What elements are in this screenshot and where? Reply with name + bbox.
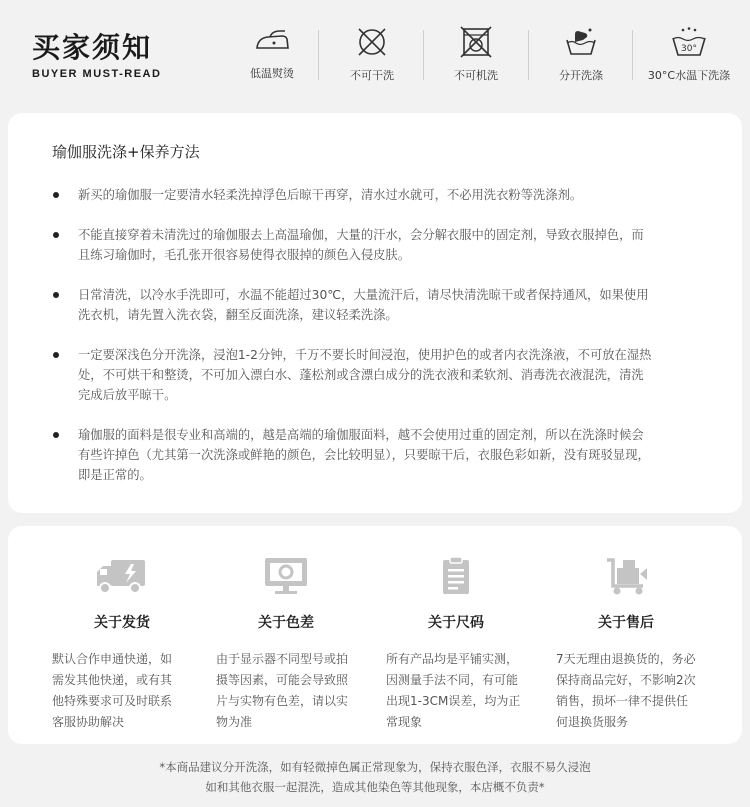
description-line: 由于显示器不同型号或拍 (216, 652, 349, 666)
description-line: 销售，损坏一律不提供任 (556, 694, 689, 708)
after-sales-cart-icon (599, 556, 653, 596)
service-title: 关于色差 (258, 615, 314, 631)
buyer-notice-header (0, 0, 750, 110)
iron-low-icon (252, 26, 292, 56)
divider (423, 30, 424, 80)
description-line: 所有产品均是平铺实测， (386, 652, 519, 666)
hand-wash-icon (563, 26, 599, 58)
bullet-dot (53, 292, 59, 298)
brand-block (32, 30, 161, 80)
list-item (52, 225, 704, 265)
wash-care-card (8, 113, 742, 513)
instruction-line: 且练习瑜伽时，毛孔张开很容易使得衣服掉的颜色入侵皮肤。 (78, 248, 411, 262)
care-label: 不可干洗 (350, 69, 394, 82)
instruction-line: 完成后放平晾干。 (78, 388, 177, 402)
service-description (52, 649, 192, 733)
list-item (52, 345, 704, 405)
care-label: 分开洗涤 (559, 69, 603, 82)
description-line: 出现1-3CM误差，均为正 (386, 694, 521, 708)
care-item-no-machine-wash (438, 24, 514, 86)
care-label: 低温熨烫 (250, 67, 294, 80)
instruction-line: 不能直接穿着未清洗过的瑜伽服去上高温瑜伽，大量的汗水，会分解衣服中的固定剂，导致衣服掉色，而 (78, 228, 644, 242)
instruction-line: 即是正常的。 (78, 468, 152, 482)
description-line: 片与实物有色差，请以实 (216, 694, 349, 708)
description-line: 摄等因素，可能会导致照 (216, 673, 349, 687)
monitor-icon (259, 556, 313, 596)
note-line: *本商品建议分开洗涤，如有轻微掉色属正常现象为，保持衣服色泽，衣服不易久浸泡 (159, 760, 591, 774)
service-title: 关于发货 (94, 615, 150, 631)
description-line: 客服协助解决 (52, 715, 125, 729)
care-item-iron (234, 24, 310, 86)
care-label: 不可机洗 (454, 69, 498, 82)
list-item (52, 185, 704, 205)
service-description (556, 649, 696, 733)
bullet-dot (53, 232, 59, 238)
instruction-line: 处，不可烘干和整烫，不可加入漂白水、蓬松剂或含漂白成分的洗衣液和柔软剂、消毒洗衣液混洗，清洗 (78, 368, 644, 382)
service-color-difference (216, 556, 356, 733)
instruction-line: 一定要深浅色分开洗涤，浸泡1-2分钟，千万不要长时间浸泡，使用护色的或者内衣洗涤液，不可放在湿热 (78, 348, 652, 362)
divider (528, 30, 529, 80)
description-line: 7天无理由退换货的，务必 (556, 652, 696, 666)
description-line: 何退换货服务 (556, 715, 629, 729)
no-dry-clean-icon (355, 26, 389, 58)
temperature-label: 30° (681, 44, 697, 54)
care-item-wash-30 (638, 24, 740, 86)
care-item-no-dry-clean (334, 24, 410, 86)
description-line: 物为准 (216, 715, 253, 729)
instruction-line: 洗衣机，请先置入洗衣袋，翻至反面洗涤，建议轻柔洗涤。 (78, 308, 398, 322)
instruction-line: 日常清洗，以冷水手洗即可，水温不能超过30℃，大量流汗后，请尽快清洗晾干或者保持通风，如果使用 (78, 288, 649, 302)
instruction-line: 新买的瑜伽服一定要清水轻柔洗掉浮色后晾干再穿，清水过水就可，不必用洗衣粉等洗涤剂。 (78, 188, 583, 202)
service-title: 关于尺码 (428, 615, 484, 631)
wash-instruction-list (52, 185, 704, 485)
clipboard-icon (429, 556, 483, 596)
instruction-line: 瑜伽服的面料是很专业和高端的，越是高端的瑜伽服面料，越不会使用过重的固定剂，所以在洗涤时候会 (78, 428, 644, 442)
instruction-line: 有些许掉色（尤其第一次洗涤或鲜艳的颜色，会比较明显），只要晾干后，衣服色彩如新，没有斑驳显现， (78, 448, 650, 462)
description-line: 他特殊要求可及时联系 (52, 694, 173, 708)
care-item-hand-wash (543, 24, 619, 86)
care-label: 30°C水温下洗涤 (647, 69, 731, 82)
description-line: 因测量手法不同，有可能 (386, 673, 519, 687)
note-line: 如和其他衣服一起混洗，造成其他染色等其他现象，本店概不负责* (205, 780, 545, 794)
service-description (386, 649, 526, 733)
delivery-truck-icon (95, 556, 149, 596)
description-line: 保持商品完好，不影响2次 (556, 673, 696, 687)
divider (632, 30, 633, 80)
page-title: 买家须知 (32, 31, 153, 64)
page-subtitle: BUYER MUST-READ (32, 68, 162, 80)
service-shipping (52, 556, 192, 733)
service-after-sales (556, 556, 696, 733)
service-description (216, 649, 356, 733)
service-title: 关于售后 (598, 615, 654, 631)
wash-30-icon (669, 26, 709, 58)
no-machine-wash-icon (459, 26, 493, 58)
bullet-dot (53, 352, 59, 358)
description-line: 常现象 (386, 715, 423, 729)
service-sizing (386, 556, 526, 733)
description-line: 需发其他快递，或有其 (52, 673, 173, 687)
service-info-card (8, 526, 742, 744)
divider (318, 30, 319, 80)
description-line: 默认合作申通快递，如 (52, 652, 173, 666)
list-item (52, 425, 704, 485)
section-title: 瑜伽服洗涤+保养方法 (52, 143, 200, 161)
disclaimer-note (0, 757, 750, 797)
list-item (52, 285, 704, 325)
bullet-dot (53, 432, 59, 438)
bullet-dot (53, 192, 59, 198)
